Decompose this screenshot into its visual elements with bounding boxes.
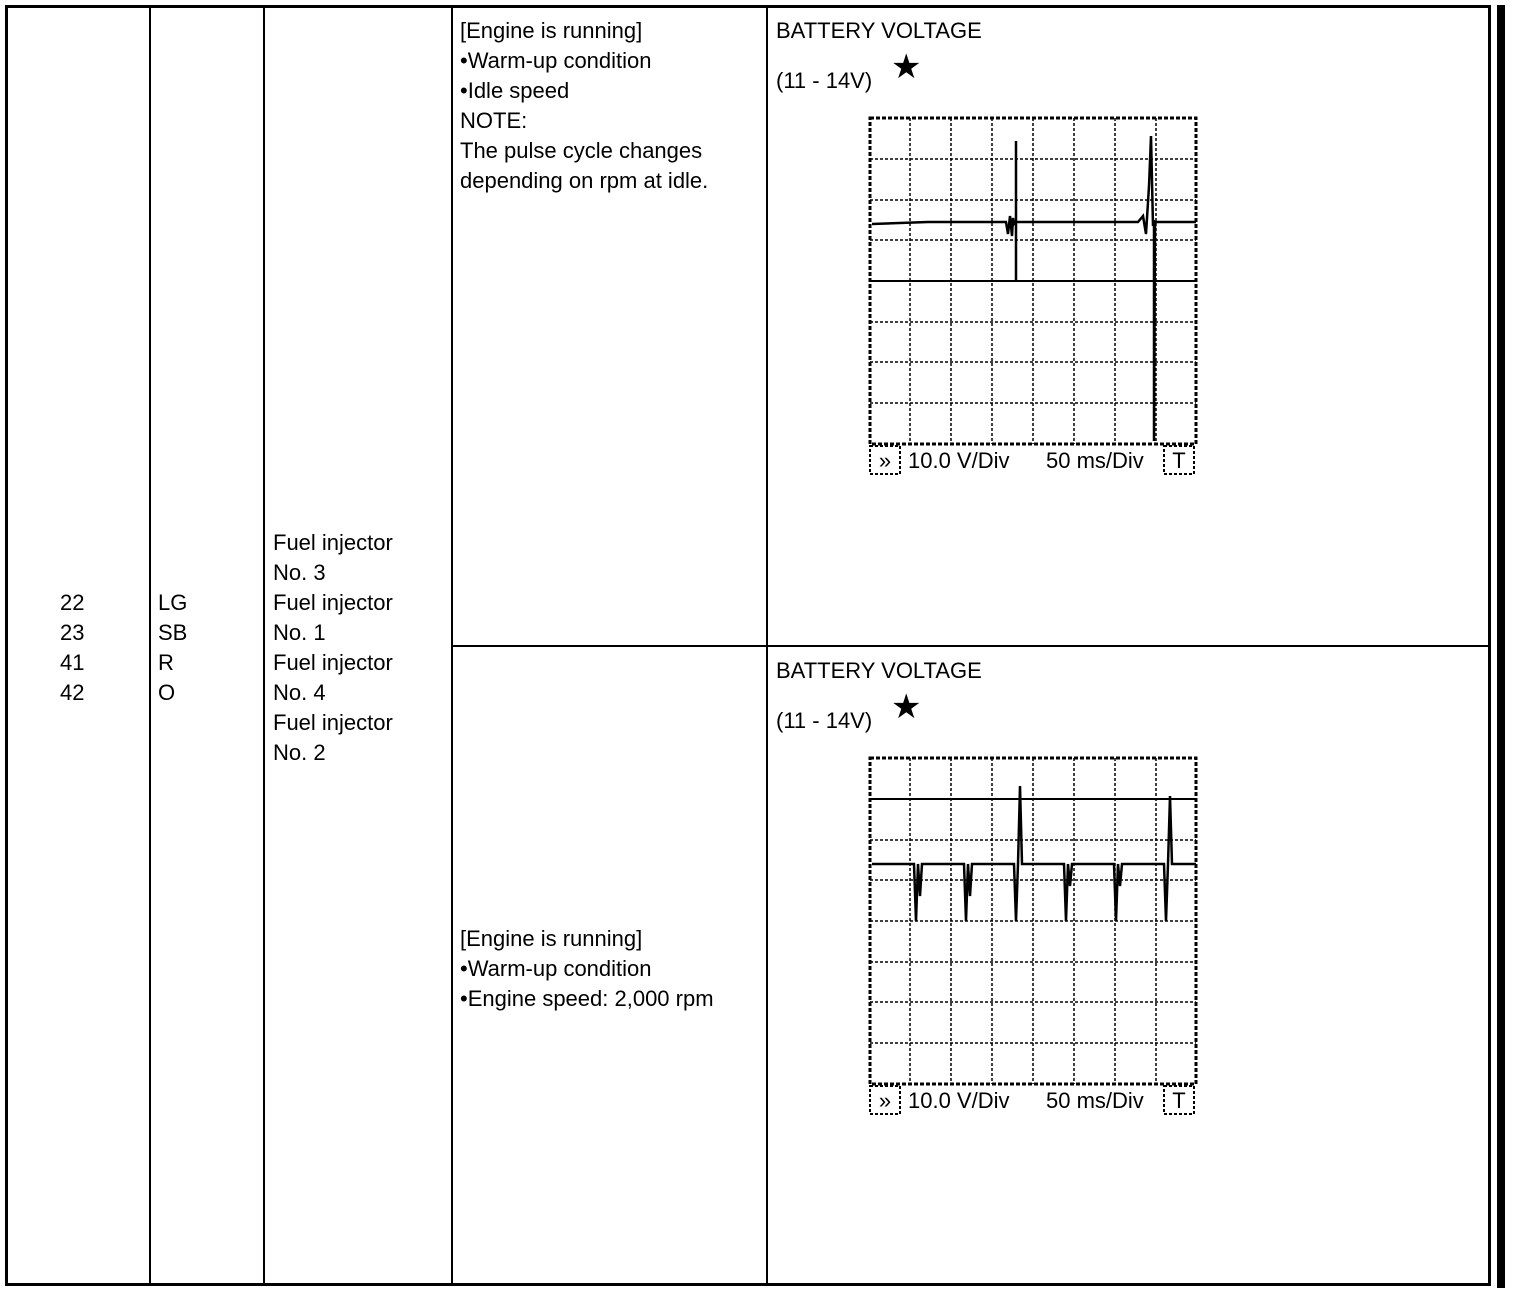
- scope-status-bar: [870, 446, 1194, 474]
- star-icon: ★: [891, 688, 922, 726]
- item-line: No. 3: [273, 560, 326, 585]
- wire-color-list: [158, 588, 187, 708]
- voltage-range: (11 - 14V): [776, 68, 873, 93]
- oscilloscope-waveform-2000rpm: [868, 756, 1198, 1118]
- item-line: No. 2: [273, 740, 326, 765]
- scope-mode-tag: »: [878, 1088, 892, 1113]
- item-line: No. 4: [273, 680, 326, 705]
- item-list: [273, 528, 393, 768]
- terminal-number: 22: [60, 590, 85, 615]
- star-icon: ★: [891, 48, 922, 86]
- row-divider: [451, 645, 1491, 647]
- condition-line: •Warm-up condition: [460, 956, 652, 981]
- wire-color: R: [158, 650, 174, 675]
- scope-time-per-div: 50 ms/Div: [1046, 448, 1144, 473]
- wire-color: SB: [158, 620, 188, 645]
- scope-status-bar: [870, 1086, 1194, 1114]
- terminal-number: 42: [60, 680, 85, 705]
- condition-line: NOTE:: [460, 108, 528, 133]
- item-line: Fuel injector: [273, 710, 393, 735]
- condition-line: depending on rpm at idle.: [460, 168, 709, 193]
- injector-signal-trace: [872, 136, 1196, 441]
- item-line: No. 1: [273, 620, 326, 645]
- oscilloscope-waveform-idle: [868, 116, 1198, 478]
- condition-idle: [460, 16, 708, 196]
- scope-trigger-tag: T: [1172, 1088, 1186, 1113]
- wire-color: O: [158, 680, 176, 705]
- table-shadow: [1497, 5, 1505, 1288]
- condition-line: •Engine speed: 2,000 rpm: [460, 986, 714, 1011]
- scope-mode-tag: »: [878, 448, 892, 473]
- scope-volts-per-div: 10.0 V/Div: [908, 1088, 1010, 1113]
- scope-grid: [870, 758, 1196, 1084]
- terminal-number: 41: [60, 650, 85, 675]
- condition-line: [Engine is running]: [460, 18, 643, 43]
- scope-time-per-div: 50 ms/Div: [1046, 1088, 1144, 1113]
- condition-line: •Idle speed: [460, 78, 570, 103]
- item-line: Fuel injector: [273, 650, 393, 675]
- injector-signal-trace: [872, 786, 1196, 921]
- column-divider-4: [766, 8, 768, 1286]
- terminal-list: [60, 588, 84, 708]
- scope-volts-per-div: 10.0 V/Div: [908, 448, 1010, 473]
- condition-2000rpm: [460, 924, 714, 1014]
- wire-color: LG: [158, 590, 188, 615]
- scope-trigger-tag: T: [1172, 448, 1186, 473]
- terminal-number: 23: [60, 620, 85, 645]
- item-line: Fuel injector: [273, 530, 393, 555]
- column-divider-3: [451, 8, 453, 1286]
- condition-line: The pulse cycle changes: [460, 138, 703, 163]
- voltage-label: BATTERY VOLTAGE: [776, 658, 982, 683]
- condition-line: [Engine is running]: [460, 926, 643, 951]
- voltage-range: (11 - 14V): [776, 708, 873, 733]
- item-line: Fuel injector: [273, 590, 393, 615]
- column-divider-2: [263, 8, 265, 1286]
- condition-line: •Warm-up condition: [460, 48, 652, 73]
- voltage-label: BATTERY VOLTAGE: [776, 18, 982, 43]
- column-divider-1: [149, 8, 151, 1286]
